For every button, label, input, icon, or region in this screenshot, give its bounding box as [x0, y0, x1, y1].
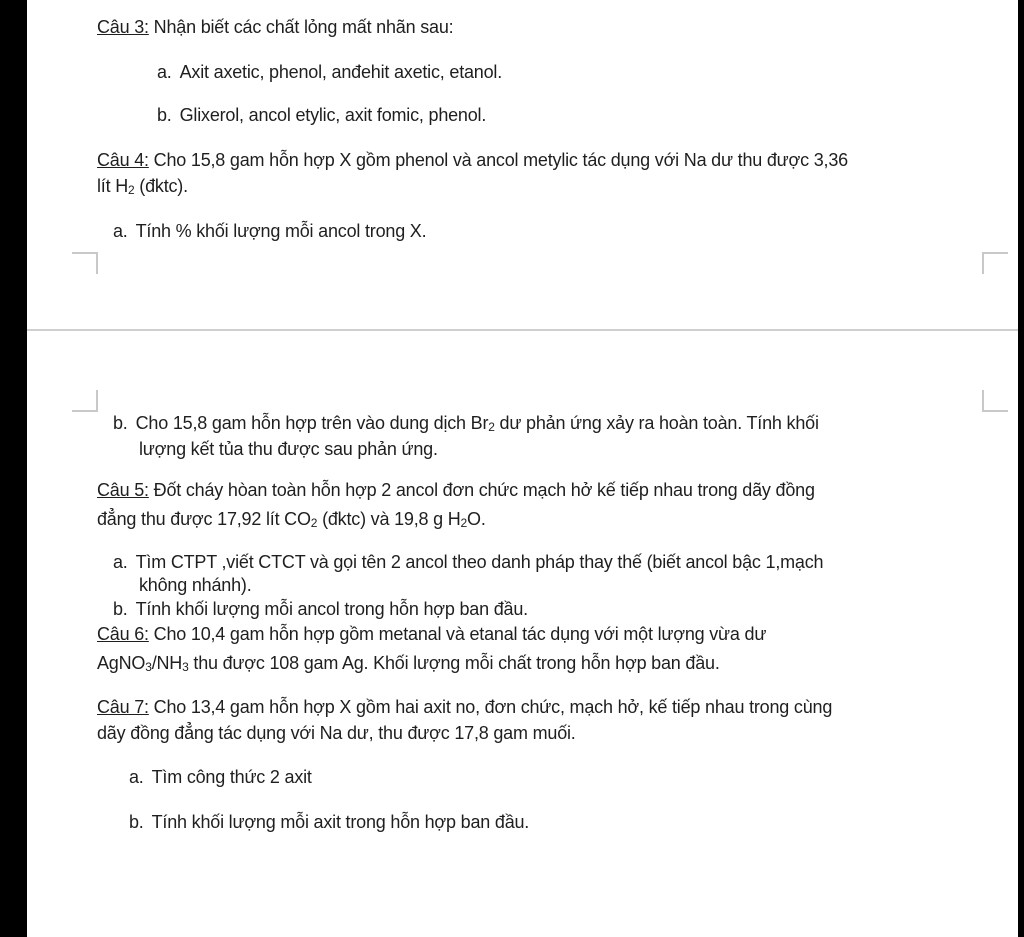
list-marker: a. — [129, 767, 144, 787]
list-item-text: Tính khối lượng mỗi axit trong hỗn hợp ban đầu. — [151, 812, 530, 832]
question-label: Câu 7: — [97, 697, 149, 717]
subscript: 2 — [488, 420, 495, 434]
list-item-text: Tính khối lượng mỗi ancol trong hỗn hợp ban đầu. — [135, 599, 528, 619]
question-text-line — [97, 173, 188, 199]
subscript: 3 — [145, 660, 152, 674]
list-item-text: Tính % khối lượng mỗi ancol trong X. — [135, 221, 427, 241]
question-text-line — [97, 506, 486, 532]
margin-corner-mark — [982, 390, 1008, 412]
list-marker: a. — [157, 62, 172, 82]
list-item-continuation — [139, 572, 252, 598]
right-border — [1018, 0, 1024, 937]
question-5-heading — [97, 477, 815, 503]
list-marker: a. — [113, 221, 128, 241]
question-text: Nhận biết các chất lỏng mất nhãn sau: — [153, 17, 454, 37]
list-marker: b. — [113, 599, 128, 619]
subscript: 2 — [310, 516, 318, 530]
list-marker: b. — [157, 105, 172, 125]
question-label: Câu 5: — [97, 480, 149, 500]
text-run: thu được 108 gam Ag. Khối lượng mỗi chất trong hỗn hợp ban đầu. — [188, 653, 720, 673]
list-item — [113, 410, 819, 436]
question-4-heading — [97, 147, 848, 173]
subscript: 2 — [128, 183, 135, 197]
list-item — [113, 218, 426, 244]
text-run: lít H — [97, 176, 129, 196]
text-run: AgNO — [97, 653, 146, 673]
margin-corner-mark — [72, 252, 98, 274]
question-label: Câu 4: — [97, 150, 149, 170]
list-item — [157, 59, 502, 85]
list-item — [129, 764, 312, 790]
list-item-text: Glixerol, ancol etylic, axit fomic, phenol. — [179, 105, 487, 125]
subscript: 3 — [182, 660, 189, 674]
question-label: Câu 6: — [97, 624, 149, 644]
question-7-heading — [97, 694, 832, 720]
text-run: không nhánh). — [139, 575, 252, 595]
question-label: Câu 3: — [97, 17, 149, 37]
text-run: /NH — [151, 653, 183, 673]
text-run: lượng kết tủa thu được sau phản ứng. — [139, 439, 438, 459]
question-text: Cho 10,4 gam hỗn hợp gồm metanal và etanal tác dụng với một lượng vừa dư — [153, 624, 767, 644]
text-run: (đktc) và 19,8 g H — [317, 509, 461, 529]
list-item-text: Axit axetic, phenol, anđehit axetic, etanol. — [179, 62, 503, 82]
subscript: 2 — [460, 516, 468, 530]
list-marker: b. — [113, 413, 128, 433]
text-run: Cho 15,8 gam hỗn hợp trên vào dung dịch Br — [135, 413, 489, 433]
question-text: Cho 13,4 gam hỗn hợp X gồm hai axit no, đơn chức, mạch hở, kế tiếp nhau trong cùng — [153, 697, 833, 717]
question-text: Đốt cháy hòan toàn hỗn hợp 2 ancol đơn chức mạch hở kế tiếp nhau trong dãy đồng — [153, 480, 815, 500]
text-run: (đktc). — [134, 176, 188, 196]
question-text-line — [97, 650, 720, 676]
list-item-text: Tìm CTPT ,viết CTCT và gọi tên 2 ancol theo danh pháp thay thế (biết ancol bậc 1,mạch — [135, 552, 824, 572]
list-item-text: Tìm công thức 2 axit — [151, 767, 312, 787]
list-item — [113, 596, 528, 622]
list-marker: b. — [129, 812, 144, 832]
list-item — [157, 102, 486, 128]
question-text-line — [97, 720, 576, 746]
question-6-heading — [97, 621, 766, 647]
margin-corner-mark — [982, 252, 1008, 274]
question-3-heading — [97, 14, 453, 40]
margin-corner-mark — [72, 390, 98, 412]
left-border — [0, 0, 27, 937]
list-item — [129, 809, 529, 835]
text-run: dãy đồng đẳng tác dụng với Na dư, thu được 17,8 gam muối. — [97, 723, 576, 743]
list-item-continuation — [139, 436, 438, 462]
list-marker: a. — [113, 552, 128, 572]
text-run: O. — [467, 509, 486, 529]
text-run: dư phản ứng xảy ra hoàn toàn. Tính khối — [494, 413, 819, 433]
question-text: Cho 15,8 gam hỗn hợp X gồm phenol và ancol metylic tác dụng với Na dư thu được 3,36 — [153, 150, 848, 170]
text-run: đẳng thu được 17,92 lít CO — [97, 509, 311, 529]
